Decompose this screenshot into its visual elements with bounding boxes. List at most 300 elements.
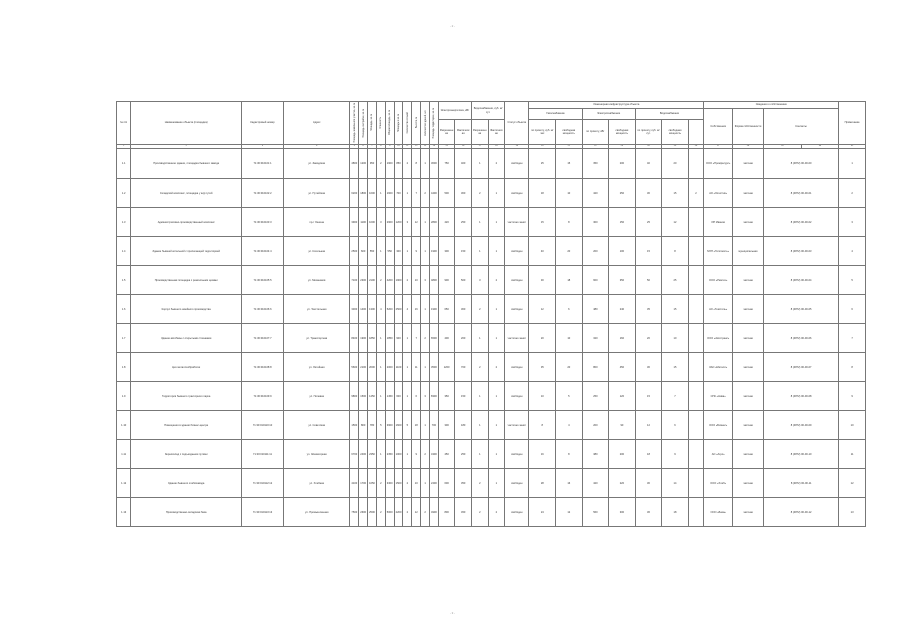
power-actual: 200 [455, 324, 472, 353]
object-name: Производственная площадка с ремонтными цехами [131, 266, 242, 295]
area-value: 700 [394, 179, 403, 208]
area-value: 2500 [350, 237, 359, 266]
column-index-cell: 9 [385, 145, 394, 149]
area-value: 5600 [350, 353, 359, 382]
water-allowed: 1 [472, 237, 489, 266]
area-value: 3300 [350, 295, 359, 324]
area-value: 1300 [368, 295, 377, 324]
area-value: 1700 [359, 469, 368, 498]
area-value: 6500 [429, 324, 438, 353]
object-status: свободен [505, 440, 529, 469]
cadastre-number: 71:30:010108:8 [241, 353, 283, 382]
area-value: 2400 [429, 469, 438, 498]
infra-value: 800 [582, 353, 609, 382]
area-value: 300 [394, 237, 403, 266]
infra-value [688, 208, 704, 237]
infra-value: 600 [582, 266, 609, 295]
area-value: 1600 [394, 411, 403, 440]
column-index-cell: 17 [472, 145, 489, 149]
cadastre-number: 71:30:010103:3 [241, 208, 283, 237]
power-actual: 700 [455, 353, 472, 382]
water-actual: 2 [488, 266, 505, 295]
owner-contacts: 8 (4872) 00-00-02 [764, 208, 839, 237]
water-actual: 1 [488, 469, 505, 498]
infra-value [688, 498, 704, 527]
area-value: 1000 [394, 440, 403, 469]
area-value: 1 [376, 353, 385, 382]
area-value: 4 [376, 295, 385, 324]
col-note-header: Примечание [839, 102, 866, 145]
power-actual: 350 [455, 469, 472, 498]
infra-value: 6 [662, 411, 689, 440]
area-value: 1 [421, 353, 430, 382]
area-value: 950 [368, 149, 377, 179]
object-status: частично занят [505, 324, 529, 353]
area-value: 1 [376, 324, 385, 353]
cadastre-number: 71:30:010109:9 [241, 382, 283, 411]
area-value: 2 [421, 440, 430, 469]
area-value: 8300 [429, 382, 438, 411]
area-value: 2800 [429, 208, 438, 237]
object-status: свободен [505, 382, 529, 411]
power-allowed: 600 [438, 469, 455, 498]
area-value: 2500 [368, 498, 377, 527]
infra-value: 250 [582, 382, 609, 411]
note-value: 12 [839, 469, 866, 498]
area-value: 2 [376, 469, 385, 498]
owner-contacts: 8 (4872) 00-00-08 [764, 382, 839, 411]
col-address-header: Адрес [284, 102, 350, 145]
col-area-4: Этажность [376, 102, 385, 145]
column-index-cell: 4 [284, 145, 350, 149]
cadastre-number: 71:30:010111:11 [241, 440, 283, 469]
column-index-cell: 1 [117, 145, 131, 149]
infra-value: 200 [582, 411, 609, 440]
owner-name: ООО «База» [704, 498, 733, 527]
column-index-cell: 7 [368, 145, 377, 149]
owner-contacts: 8 (4872) 00-00-01 [764, 179, 839, 208]
object-address: ул. Полевая [284, 382, 350, 411]
power-allowed: 400 [438, 324, 455, 353]
cadastre-number: 71:30:010106:6 [241, 295, 283, 324]
owner-name: ИП Иванов [704, 208, 733, 237]
area-value: 1900 [359, 324, 368, 353]
area-value: 1 [376, 440, 385, 469]
area-value: 1 [403, 382, 412, 411]
cadastre-number: 71:30:010107:7 [241, 324, 283, 353]
water-allowed-header: Разрешенная [472, 120, 489, 145]
object-name: Производственно-складская база [131, 498, 242, 527]
area-value: 1 [403, 353, 412, 382]
power-allowed: 450 [438, 440, 455, 469]
infra-value: 15 [662, 179, 689, 208]
owner-name: АО «Логистик» [704, 179, 733, 208]
note-value: 11 [839, 440, 866, 469]
row-number: 1.9 [117, 382, 131, 411]
infra-value: 90 [609, 411, 636, 440]
object-name: Корпус бывшего швейного производства [131, 295, 242, 324]
area-value: 2900 [385, 208, 394, 237]
row-number: 1.5 [117, 266, 131, 295]
infra-value: 220 [609, 469, 636, 498]
infra-value: 12 [529, 295, 556, 324]
area-value: 1 [421, 295, 430, 324]
infra-value: 15 [635, 382, 662, 411]
object-address: ул. Транспортная [284, 324, 350, 353]
column-index-cell: 13 [421, 145, 430, 149]
area-value: 1400 [359, 295, 368, 324]
infra-value: 8 [529, 411, 556, 440]
column-index-cell: 8 [376, 145, 385, 149]
infra-value: 200 [609, 149, 636, 179]
object-status: свободен [505, 469, 529, 498]
column-index-cell: 31 [839, 145, 866, 149]
table-row [117, 179, 866, 208]
infra-value: 10 [556, 324, 583, 353]
infra-value: 28 [529, 469, 556, 498]
infra-value: 30 [635, 353, 662, 382]
owner-form: частная [733, 295, 764, 324]
column-index-cell: 23 [609, 145, 636, 149]
area-value: 1 [376, 179, 385, 208]
object-address: ул. Промышленная [284, 498, 350, 527]
water-allowed: 2 [472, 295, 489, 324]
column-index-cell: 14 [429, 145, 438, 149]
power-actual: 180 [455, 411, 472, 440]
infra-value [688, 324, 704, 353]
area-value: 550 [385, 237, 394, 266]
infra-value: 12 [662, 208, 689, 237]
object-address: ул. Котельная [284, 237, 350, 266]
table-row [117, 353, 866, 382]
table-row [117, 149, 866, 179]
owner-contacts: 8 (4872) 00-00-12 [764, 498, 839, 527]
object-address: ул. Заводская [284, 149, 350, 179]
column-index-cell: 21 [556, 145, 583, 149]
cadastre-number: 71:30:010101:1 [241, 149, 283, 179]
infra-value: 2 [688, 179, 704, 208]
infra-value: 25 [529, 149, 556, 179]
object-name: Цех металлообработки [131, 353, 242, 382]
col-area-10: Площадь территории, кв. м [429, 102, 438, 145]
object-address: ул. Путейская [284, 179, 350, 208]
area-value: 550 [368, 237, 377, 266]
area-value: 2 [403, 498, 412, 527]
area-value: 2 [376, 498, 385, 527]
water-actual-header: Фактическая [488, 120, 505, 145]
area-value: 2200 [394, 498, 403, 527]
object-address: пр-т Ленина [284, 208, 350, 237]
area-value: 1900 [385, 149, 394, 179]
infra-value: 4 [556, 411, 583, 440]
area-value: 1450 [385, 382, 394, 411]
header-row-1 [117, 102, 866, 109]
note-value: 5 [839, 266, 866, 295]
owner-group-header: Сведения о собственнике [704, 102, 839, 109]
power-group-header: Электроэнергетика, кВт [438, 102, 471, 120]
infra-cell-6: свободная мощность [662, 120, 689, 145]
col-num-header: № п/п [117, 102, 131, 145]
object-address: ул. Хлебная [284, 469, 350, 498]
infra-value: 18 [556, 266, 583, 295]
column-index-cell: 25 [662, 145, 689, 149]
owner-form: частная [733, 498, 764, 527]
table-row [117, 382, 866, 411]
object-status: свободен [505, 295, 529, 324]
area-value: 1 [421, 411, 430, 440]
owner-form: частная [733, 411, 764, 440]
owner-name: ООО «Хлеб» [704, 469, 733, 498]
area-value: 3300 [385, 469, 394, 498]
area-value: 2000 [385, 353, 394, 382]
infra-value: 35 [635, 295, 662, 324]
note-value: 2 [839, 179, 866, 208]
col-area-6: Площадь в кв. м [394, 102, 403, 145]
owner-name: ООО «Автотранс» [704, 324, 733, 353]
power-actual: 300 [455, 295, 472, 324]
owner-name: ООО «Ремтех» [704, 266, 733, 295]
water-allowed: 1 [472, 411, 489, 440]
area-value: 1850 [368, 324, 377, 353]
page-number-bottom: - 3 - [449, 611, 456, 615]
water-actual: 1 [488, 411, 505, 440]
area-value: 2000 [368, 353, 377, 382]
row-number: 1.4 [117, 237, 131, 266]
infra-value: 30 [635, 179, 662, 208]
page-number-top: - 2 - [449, 24, 456, 28]
infra-value: 7 [662, 382, 689, 411]
area-value: 4800 [350, 149, 359, 179]
area-value: 2350 [385, 440, 394, 469]
row-number: 1.1 [117, 149, 131, 179]
infra-value [688, 353, 704, 382]
area-value: 2 [376, 149, 385, 179]
water-actual: 2 [488, 353, 505, 382]
area-value: 1100 [359, 208, 368, 237]
object-name: Складской комплекс, площадка у ж/д путей [131, 179, 242, 208]
area-value: 1900 [394, 266, 403, 295]
owner-name: ЗАО «Металл» [704, 353, 733, 382]
area-value: 2 [376, 266, 385, 295]
owner-contacts: 8 (4872) 00-00-03 [764, 237, 839, 266]
infra-value: 8 [556, 440, 583, 469]
table-row [117, 440, 866, 469]
area-value: 4 [403, 295, 412, 324]
area-value: 5 [376, 411, 385, 440]
area-value: 1000 [368, 208, 377, 237]
water-actual: 2 [488, 149, 505, 179]
area-value: 4100 [350, 469, 359, 498]
col-status-header: Статус объекта [505, 102, 529, 145]
owner-form: муниципальная [733, 237, 764, 266]
area-value: 850 [394, 149, 403, 179]
water-allowed: 2 [472, 469, 489, 498]
owner-form: частная [733, 149, 764, 179]
object-name: Административно-производственный комплекс [131, 208, 242, 237]
cadastre-number: 71:30:010110:10 [241, 411, 283, 440]
infra-value: 20 [662, 149, 689, 179]
water-actual: 1 [488, 324, 505, 353]
area-value: 16 [412, 295, 421, 324]
area-value: 1 [403, 179, 412, 208]
area-value: 2600 [359, 498, 368, 527]
table-row [117, 237, 866, 266]
area-value: 1600 [368, 179, 377, 208]
infra-value: 8 [556, 208, 583, 237]
infra-value: 380 [582, 440, 609, 469]
infra-cell-7 [688, 120, 704, 145]
note-value: 3 [839, 208, 866, 237]
owner-name: МУП «Теплосеть» [704, 237, 733, 266]
infra-value: 10 [556, 179, 583, 208]
area-value: 5000 [385, 498, 394, 527]
col-area-2: Площадь застройки, кв. м [359, 102, 368, 145]
infra-value: 300 [582, 208, 609, 237]
area-value: 2 [403, 469, 412, 498]
infra-value: 5 [556, 382, 583, 411]
area-value: 1 [421, 237, 430, 266]
infra-value: 8 [662, 237, 689, 266]
water-allowed: 1 [472, 208, 489, 237]
infra-value: 20 [529, 324, 556, 353]
column-index-cell: 11 [403, 145, 412, 149]
area-value: 4400 [429, 179, 438, 208]
owner-form: частная [733, 440, 764, 469]
area-value: 7 [412, 324, 421, 353]
col-area-7: Количество этажей [403, 102, 412, 145]
col-area-9: Количество зданий, шт. [421, 102, 430, 145]
infra-value: 40 [529, 237, 556, 266]
object-status: свободен [505, 179, 529, 208]
owner-name: ООО «Промресурс» [704, 149, 733, 179]
object-status: свободен [505, 353, 529, 382]
table-row [117, 324, 866, 353]
infra-power-header: Электроснабжение [582, 109, 635, 120]
area-value: 2100 [368, 266, 377, 295]
area-value: 9800 [350, 382, 359, 411]
area-value: 900 [394, 324, 403, 353]
area-value: 10 [412, 469, 421, 498]
row-number: 1.13 [117, 498, 131, 527]
column-index-cell: 2 [131, 145, 242, 149]
infra-value [688, 237, 704, 266]
area-value: 8400 [350, 324, 359, 353]
note-value: 8 [839, 353, 866, 382]
object-address: ул. Текстильная [284, 295, 350, 324]
water-actual: 1 [488, 237, 505, 266]
power-actual: 250 [455, 440, 472, 469]
area-value: 9 [412, 237, 421, 266]
row-number: 1.7 [117, 324, 131, 353]
infra-value [688, 149, 704, 179]
area-value: 1800 [359, 179, 368, 208]
infra-value: 320 [582, 324, 609, 353]
power-allowed: 420 [438, 208, 455, 237]
row-number: 1.10 [117, 411, 131, 440]
area-value: 3 [403, 208, 412, 237]
infra-value: 560 [582, 498, 609, 527]
infra-value: 15 [662, 353, 689, 382]
owner-contacts-header: Контакты [764, 109, 839, 145]
area-value: 1 [376, 382, 385, 411]
column-index-cell: 18 [488, 145, 505, 149]
infra-value: 14 [662, 469, 689, 498]
infra-value: 15 [556, 149, 583, 179]
infra-value: 100 [609, 237, 636, 266]
infra-value: 15 [529, 208, 556, 237]
infra-value: 36 [635, 498, 662, 527]
water-allowed: 1 [472, 382, 489, 411]
infra-cell-3: по проекту, кВт [582, 120, 609, 145]
owner-form: частная [733, 324, 764, 353]
object-name: Здание автобазы с открытыми стоянками [131, 324, 242, 353]
column-index-cell: 15 [438, 145, 455, 149]
infra-value: 450 [609, 353, 636, 382]
area-value: 1850 [385, 324, 394, 353]
area-value: 780 [368, 411, 377, 440]
owner-contacts: 8 (4872) 00-00-00 [764, 149, 839, 179]
infra-value: 350 [609, 266, 636, 295]
water-allowed: 1 [472, 149, 489, 179]
area-value: 1500 [359, 382, 368, 411]
infra-value: 20 [556, 237, 583, 266]
area-value: 7 [412, 179, 421, 208]
infra-value [688, 469, 704, 498]
infra-value: 6 [556, 295, 583, 324]
power-allowed: 500 [438, 179, 455, 208]
area-value: 1200 [394, 208, 403, 237]
area-value: 9 [412, 440, 421, 469]
owner-name: АО «Текстиль» [704, 295, 733, 324]
infra-water-header: Водоснабжение [635, 109, 704, 120]
note-value: 6 [839, 295, 866, 324]
infra-value: 10 [662, 324, 689, 353]
infra-value [688, 382, 704, 411]
area-value: 12 [412, 208, 421, 237]
row-number: 1.12 [117, 469, 131, 498]
infra-value: 12 [635, 411, 662, 440]
cadastre-number: 71:30:010112:12 [241, 469, 283, 498]
area-value: 1 [421, 208, 430, 237]
owner-contacts: 8 (4872) 00-00-10 [764, 440, 839, 469]
power-actual: 500 [455, 266, 472, 295]
water-allowed: 2 [472, 353, 489, 382]
column-index-cell: 6 [359, 145, 368, 149]
area-value: 1200 [359, 149, 368, 179]
area-value: 11 [412, 353, 421, 382]
infra-value: 30 [635, 469, 662, 498]
infra-value: 12 [556, 498, 583, 527]
col-area-5: Общая площадь, кв. м [385, 102, 394, 145]
cadastre-number: 71:30:010105:5 [241, 266, 283, 295]
infra-value: 200 [609, 440, 636, 469]
object-name: Территория бывшего тракторного парка [131, 382, 242, 411]
area-value: 2 [403, 266, 412, 295]
object-address: ул. Механиков [284, 266, 350, 295]
area-value: 3 [421, 382, 430, 411]
infra-value: 300 [609, 498, 636, 527]
row-number: 1.6 [117, 295, 131, 324]
area-value: 4200 [385, 266, 394, 295]
infra-value: 40 [635, 149, 662, 179]
infra-value: 25 [662, 266, 689, 295]
note-value: 7 [839, 324, 866, 353]
area-value: 800 [359, 411, 368, 440]
water-allowed: 3 [472, 266, 489, 295]
power-actual-header: Фактическая [455, 120, 472, 145]
area-value: 6200 [350, 179, 359, 208]
note-value: 13 [839, 498, 866, 527]
